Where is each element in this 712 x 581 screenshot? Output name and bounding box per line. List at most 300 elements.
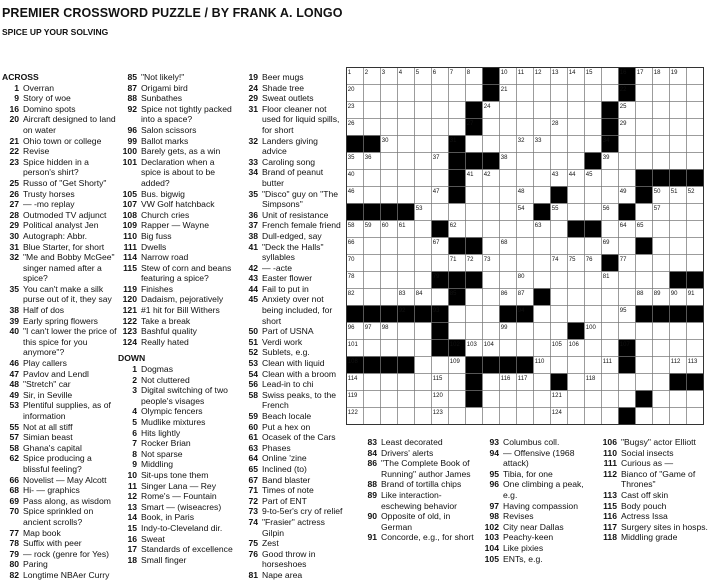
grid-cell[interactable] — [483, 221, 500, 238]
grid-cell[interactable] — [602, 221, 619, 238]
grid-cell[interactable] — [415, 85, 432, 102]
grid-cell[interactable] — [398, 102, 415, 119]
grid-cell[interactable] — [534, 85, 551, 102]
cell-number: 30 — [381, 137, 389, 144]
grid-cell[interactable] — [483, 323, 500, 340]
grid-cell[interactable] — [432, 136, 449, 153]
grid-cell[interactable] — [398, 374, 415, 391]
grid-cell[interactable] — [415, 391, 432, 408]
grid-cell[interactable] — [619, 238, 636, 255]
grid-cell[interactable] — [432, 170, 449, 187]
grid-cell[interactable] — [585, 408, 602, 425]
grid-cell[interactable] — [483, 374, 500, 391]
cell-number: 39 — [602, 154, 610, 161]
grid-cell[interactable] — [670, 238, 687, 255]
block-cell — [347, 204, 364, 221]
grid-cell[interactable] — [398, 136, 415, 153]
grid-cell[interactable] — [568, 391, 585, 408]
cell-number: 51 — [670, 188, 678, 195]
grid-cell[interactable] — [687, 204, 704, 221]
clue-item — [2, 189, 117, 200]
cell-number: 88 — [636, 290, 644, 297]
grid-cell[interactable] — [653, 119, 670, 136]
clue-text: Big fuss — [141, 230, 172, 241]
grid-cell[interactable] — [602, 289, 619, 306]
grid-cell[interactable] — [619, 153, 636, 170]
grid-cell[interactable] — [466, 323, 483, 340]
grid-cell[interactable] — [517, 238, 534, 255]
grid-cell[interactable] — [500, 136, 517, 153]
grid-cell[interactable] — [449, 85, 466, 102]
grid-cell[interactable] — [670, 221, 687, 238]
grid-cell[interactable] — [687, 221, 704, 238]
grid-cell[interactable] — [500, 221, 517, 238]
grid-cell[interactable] — [568, 238, 585, 255]
grid-cell[interactable] — [466, 187, 483, 204]
clue-text: Tibia, for one — [503, 468, 553, 479]
grid-cell[interactable] — [466, 221, 483, 238]
grid-cell[interactable] — [517, 255, 534, 272]
grid-cell[interactable] — [653, 255, 670, 272]
grid-cell[interactable] — [687, 323, 704, 340]
grid-cell[interactable] — [415, 119, 432, 136]
grid-cell[interactable] — [551, 153, 568, 170]
grid-cell[interactable] — [636, 204, 653, 221]
grid-cell[interactable] — [653, 238, 670, 255]
clue-item — [118, 459, 235, 470]
grid-cell[interactable] — [517, 170, 534, 187]
grid-cell[interactable] — [687, 391, 704, 408]
grid-cell[interactable] — [534, 323, 551, 340]
clue-number: 98 — [489, 511, 499, 522]
grid-cell[interactable] — [602, 340, 619, 357]
grid-cell[interactable] — [483, 238, 500, 255]
grid-cell[interactable] — [483, 204, 500, 221]
block-cell — [449, 272, 466, 289]
grid-cell[interactable] — [602, 374, 619, 391]
cell-number: 59 — [364, 222, 372, 229]
grid-cell[interactable] — [432, 85, 449, 102]
grid-cell[interactable] — [653, 374, 670, 391]
grid-cell[interactable] — [415, 340, 432, 357]
cell-number: 43 — [551, 171, 559, 178]
grid-cell[interactable] — [500, 170, 517, 187]
grid-cell[interactable] — [466, 204, 483, 221]
grid-cell[interactable] — [653, 85, 670, 102]
grid-cell[interactable] — [534, 153, 551, 170]
grid-cell[interactable] — [568, 136, 585, 153]
grid-cell[interactable] — [415, 357, 432, 374]
grid-cell[interactable] — [517, 323, 534, 340]
grid-cell[interactable] — [432, 204, 449, 221]
grid-cell[interactable] — [534, 340, 551, 357]
grid-cell[interactable] — [381, 119, 398, 136]
grid-cell[interactable] — [670, 204, 687, 221]
grid-cell[interactable] — [687, 68, 704, 85]
grid-cell[interactable] — [619, 391, 636, 408]
grid-cell[interactable] — [636, 153, 653, 170]
grid-cell[interactable] — [551, 357, 568, 374]
grid-cell[interactable] — [670, 408, 687, 425]
grid-cell[interactable] — [585, 357, 602, 374]
grid-cell[interactable] — [551, 136, 568, 153]
grid-cell[interactable] — [483, 136, 500, 153]
clue-text: Revise — [23, 146, 50, 157]
grid-cell[interactable] — [568, 119, 585, 136]
grid-cell[interactable] — [483, 187, 500, 204]
grid-cell[interactable] — [466, 136, 483, 153]
grid-cell[interactable] — [568, 408, 585, 425]
cell-number: 72 — [466, 256, 474, 263]
grid-cell[interactable] — [636, 85, 653, 102]
grid-cell[interactable] — [398, 153, 415, 170]
grid-cell[interactable] — [602, 323, 619, 340]
grid-cell[interactable] — [398, 85, 415, 102]
grid-cell[interactable] — [381, 374, 398, 391]
grid-cell[interactable] — [551, 85, 568, 102]
grid-cell[interactable] — [602, 391, 619, 408]
grid-cell[interactable] — [568, 374, 585, 391]
grid-cell[interactable] — [619, 323, 636, 340]
grid-cell[interactable] — [687, 238, 704, 255]
grid-cell[interactable] — [415, 323, 432, 340]
grid-cell[interactable] — [534, 272, 551, 289]
grid-cell[interactable] — [415, 374, 432, 391]
clue-item — [2, 316, 117, 327]
grid-cell[interactable] — [398, 391, 415, 408]
grid-cell[interactable] — [500, 187, 517, 204]
grid-cell[interactable] — [483, 119, 500, 136]
grid-cell[interactable] — [687, 136, 704, 153]
block-cell — [432, 221, 449, 238]
grid-cell[interactable] — [500, 340, 517, 357]
grid-cell[interactable] — [364, 102, 381, 119]
grid-cell[interactable] — [568, 85, 585, 102]
grid-cell[interactable] — [415, 255, 432, 272]
grid-cell[interactable] — [602, 187, 619, 204]
clue-text: Cast off skin — [621, 489, 669, 500]
grid-cell[interactable] — [517, 340, 534, 357]
grid-cell[interactable] — [381, 170, 398, 187]
grid-cell[interactable] — [381, 255, 398, 272]
clue-number: 73 — [248, 506, 258, 517]
grid-cell[interactable] — [398, 323, 415, 340]
grid-cell[interactable] — [653, 340, 670, 357]
clue-item — [2, 369, 117, 380]
grid-cell[interactable] — [483, 272, 500, 289]
grid-cell[interactable] — [687, 340, 704, 357]
grid-cell[interactable] — [534, 119, 551, 136]
grid-cell[interactable] — [517, 119, 534, 136]
grid-cell[interactable] — [585, 272, 602, 289]
grid-cell[interactable] — [517, 391, 534, 408]
grid-cell[interactable] — [585, 391, 602, 408]
grid-cell[interactable] — [670, 323, 687, 340]
grid-cell[interactable] — [364, 187, 381, 204]
clue-number: 22 — [9, 146, 19, 157]
grid-cell[interactable] — [534, 391, 551, 408]
grid-cell[interactable] — [398, 408, 415, 425]
grid-cell[interactable] — [687, 255, 704, 272]
grid-cell[interactable] — [449, 408, 466, 425]
grid-cell[interactable] — [568, 153, 585, 170]
block-cell — [687, 374, 704, 391]
clue-text: Actress Issa — [621, 511, 668, 522]
cell-number: 33 — [534, 137, 542, 144]
clue-text: Plentiful supplies, as of information — [23, 400, 111, 421]
grid-cell[interactable] — [364, 238, 381, 255]
grid-cell[interactable] — [568, 306, 585, 323]
grid-cell[interactable] — [449, 306, 466, 323]
grid-cell[interactable] — [432, 255, 449, 272]
grid-cell[interactable] — [534, 187, 551, 204]
grid-cell[interactable] — [500, 255, 517, 272]
grid-cell[interactable] — [381, 238, 398, 255]
grid-cell[interactable] — [398, 272, 415, 289]
clue-text: Columbus coll. — [503, 437, 560, 447]
grid-cell[interactable] — [568, 204, 585, 221]
grid-cell[interactable] — [670, 102, 687, 119]
clue-number: 82 — [9, 569, 19, 580]
grid-cell[interactable] — [653, 408, 670, 425]
grid-cell[interactable] — [517, 153, 534, 170]
cell-number: 78 — [347, 273, 355, 280]
grid-cell[interactable] — [432, 289, 449, 306]
clue-text: Shade tree — [262, 82, 305, 93]
grid-cell[interactable] — [636, 323, 653, 340]
grid-cell[interactable] — [670, 153, 687, 170]
grid-cell[interactable] — [432, 102, 449, 119]
grid-cell[interactable] — [653, 272, 670, 289]
grid-cell[interactable] — [483, 289, 500, 306]
grid-cell[interactable] — [415, 170, 432, 187]
grid-cell[interactable] — [415, 272, 432, 289]
cell-number: 38 — [500, 154, 508, 161]
grid-cell[interactable] — [415, 102, 432, 119]
grid-cell[interactable] — [602, 68, 619, 85]
grid-cell[interactable] — [636, 136, 653, 153]
grid-cell[interactable] — [585, 119, 602, 136]
clue-item — [244, 231, 344, 242]
grid-cell[interactable] — [381, 340, 398, 357]
grid-cell[interactable] — [585, 238, 602, 255]
grid-cell[interactable] — [500, 408, 517, 425]
grid-cell[interactable] — [534, 238, 551, 255]
grid-cell[interactable] — [551, 221, 568, 238]
grid-cell[interactable] — [534, 170, 551, 187]
grid-cell[interactable] — [381, 187, 398, 204]
grid-cell[interactable] — [466, 408, 483, 425]
grid-cell[interactable] — [398, 187, 415, 204]
grid-cell[interactable] — [602, 85, 619, 102]
grid-cell[interactable] — [364, 272, 381, 289]
grid-cell[interactable] — [568, 289, 585, 306]
grid-cell[interactable] — [364, 408, 381, 425]
grid-cell[interactable] — [381, 102, 398, 119]
grid-cell[interactable] — [687, 153, 704, 170]
grid-cell[interactable] — [449, 102, 466, 119]
grid-cell[interactable] — [653, 391, 670, 408]
grid-cell[interactable] — [653, 136, 670, 153]
grid-cell[interactable] — [551, 238, 568, 255]
grid-cell[interactable] — [534, 306, 551, 323]
grid-cell[interactable] — [432, 357, 449, 374]
cell-number: 14 — [568, 69, 576, 76]
grid-cell[interactable] — [432, 119, 449, 136]
grid-cell[interactable] — [636, 408, 653, 425]
grid-cell[interactable] — [670, 85, 687, 102]
grid-cell[interactable] — [687, 408, 704, 425]
grid-cell[interactable] — [415, 136, 432, 153]
grid-cell[interactable] — [415, 153, 432, 170]
grid-cell[interactable] — [381, 272, 398, 289]
grid-cell[interactable] — [670, 136, 687, 153]
grid-cell[interactable] — [619, 374, 636, 391]
grid-cell[interactable] — [364, 374, 381, 391]
grid-cell[interactable] — [602, 408, 619, 425]
clue-number: 50 — [248, 326, 258, 337]
grid-cell[interactable] — [449, 204, 466, 221]
grid-cell[interactable] — [364, 170, 381, 187]
grid-cell[interactable] — [364, 255, 381, 272]
clue-text: Landers giving advice — [262, 135, 318, 157]
grid-cell[interactable] — [670, 391, 687, 408]
grid-cell[interactable] — [364, 85, 381, 102]
grid-cell[interactable] — [551, 272, 568, 289]
grid-cell[interactable] — [415, 221, 432, 238]
grid-cell[interactable] — [619, 170, 636, 187]
grid-cell[interactable] — [364, 119, 381, 136]
grid-cell[interactable] — [653, 102, 670, 119]
grid-cell[interactable] — [449, 374, 466, 391]
grid-cell[interactable] — [381, 153, 398, 170]
clue-number: 16 — [9, 103, 19, 114]
grid-cell[interactable] — [381, 391, 398, 408]
grid-cell[interactable] — [585, 306, 602, 323]
grid-cell[interactable] — [636, 357, 653, 374]
grid-cell[interactable] — [636, 374, 653, 391]
grid-cell[interactable] — [500, 391, 517, 408]
grid-cell[interactable] — [619, 136, 636, 153]
grid-cell[interactable] — [585, 204, 602, 221]
grid-cell[interactable] — [415, 238, 432, 255]
grid-cell[interactable] — [517, 221, 534, 238]
crossword-grid[interactable] — [346, 67, 707, 428]
grid-cell[interactable] — [534, 102, 551, 119]
grid-cell[interactable] — [534, 255, 551, 272]
grid-cell[interactable] — [585, 289, 602, 306]
grid-cell[interactable] — [415, 408, 432, 425]
clue-item — [118, 406, 235, 417]
grid-cell[interactable] — [500, 119, 517, 136]
grid-cell[interactable] — [585, 187, 602, 204]
grid-cell[interactable] — [670, 340, 687, 357]
grid-cell[interactable] — [687, 85, 704, 102]
grid-cell[interactable] — [551, 102, 568, 119]
grid-cell[interactable] — [483, 391, 500, 408]
grid-cell[interactable] — [653, 323, 670, 340]
grid-cell[interactable] — [636, 272, 653, 289]
grid-cell[interactable] — [636, 255, 653, 272]
grid-cell[interactable] — [364, 289, 381, 306]
grid-cell[interactable] — [500, 204, 517, 221]
grid-cell[interactable] — [551, 306, 568, 323]
clue-text: Political analyst Jen — [23, 220, 99, 231]
grid-cell[interactable] — [381, 85, 398, 102]
grid-cell[interactable] — [517, 85, 534, 102]
grid-cell[interactable] — [568, 187, 585, 204]
grid-cell[interactable] — [415, 187, 432, 204]
grid-cell[interactable] — [398, 340, 415, 357]
grid-cell[interactable] — [653, 153, 670, 170]
grid-cell[interactable] — [364, 340, 381, 357]
grid-cell[interactable] — [585, 102, 602, 119]
clue-number: 123 — [122, 326, 137, 337]
grid-cell[interactable] — [500, 102, 517, 119]
grid-cell[interactable] — [398, 238, 415, 255]
grid-cell[interactable] — [466, 306, 483, 323]
grid-cell[interactable] — [653, 357, 670, 374]
grid-cell[interactable] — [602, 306, 619, 323]
grid-cell[interactable] — [670, 119, 687, 136]
block-cell — [517, 357, 534, 374]
grid-cell[interactable] — [483, 408, 500, 425]
grid-cell[interactable] — [449, 119, 466, 136]
grid-cell[interactable] — [551, 323, 568, 340]
grid-cell[interactable] — [381, 408, 398, 425]
grid-cell[interactable] — [483, 306, 500, 323]
grid-cell[interactable] — [585, 136, 602, 153]
grid-cell[interactable] — [466, 85, 483, 102]
clue-item — [244, 358, 344, 369]
grid-cell[interactable] — [500, 272, 517, 289]
grid-cell[interactable] — [466, 289, 483, 306]
clue-item — [244, 104, 344, 136]
grid-cell[interactable] — [534, 408, 551, 425]
grid-cell[interactable] — [398, 170, 415, 187]
grid-cell[interactable] — [636, 102, 653, 119]
grid-cell[interactable] — [568, 272, 585, 289]
grid-cell[interactable] — [364, 391, 381, 408]
clue-item — [598, 437, 708, 448]
grid-cell[interactable] — [381, 289, 398, 306]
grid-cell[interactable] — [687, 119, 704, 136]
clue-item — [118, 189, 235, 200]
grid-cell[interactable] — [449, 391, 466, 408]
grid-cell[interactable] — [568, 102, 585, 119]
grid-cell[interactable] — [398, 119, 415, 136]
grid-cell[interactable] — [585, 85, 602, 102]
grid-cell[interactable] — [585, 340, 602, 357]
grid-cell[interactable] — [517, 102, 534, 119]
grid-cell[interactable] — [636, 119, 653, 136]
grid-cell[interactable] — [602, 170, 619, 187]
grid-cell[interactable] — [619, 272, 636, 289]
grid-cell[interactable] — [534, 374, 551, 391]
grid-cell[interactable] — [517, 408, 534, 425]
clue-text: Like pixies — [503, 542, 544, 553]
clue-item — [244, 263, 344, 274]
grid-cell[interactable] — [636, 340, 653, 357]
grid-cell[interactable] — [551, 289, 568, 306]
grid-cell[interactable] — [670, 255, 687, 272]
grid-cell[interactable] — [398, 255, 415, 272]
grid-cell[interactable] — [653, 221, 670, 238]
grid-cell[interactable] — [619, 289, 636, 306]
grid-cell[interactable] — [449, 323, 466, 340]
grid-cell[interactable] — [687, 102, 704, 119]
grid-cell[interactable] — [568, 357, 585, 374]
